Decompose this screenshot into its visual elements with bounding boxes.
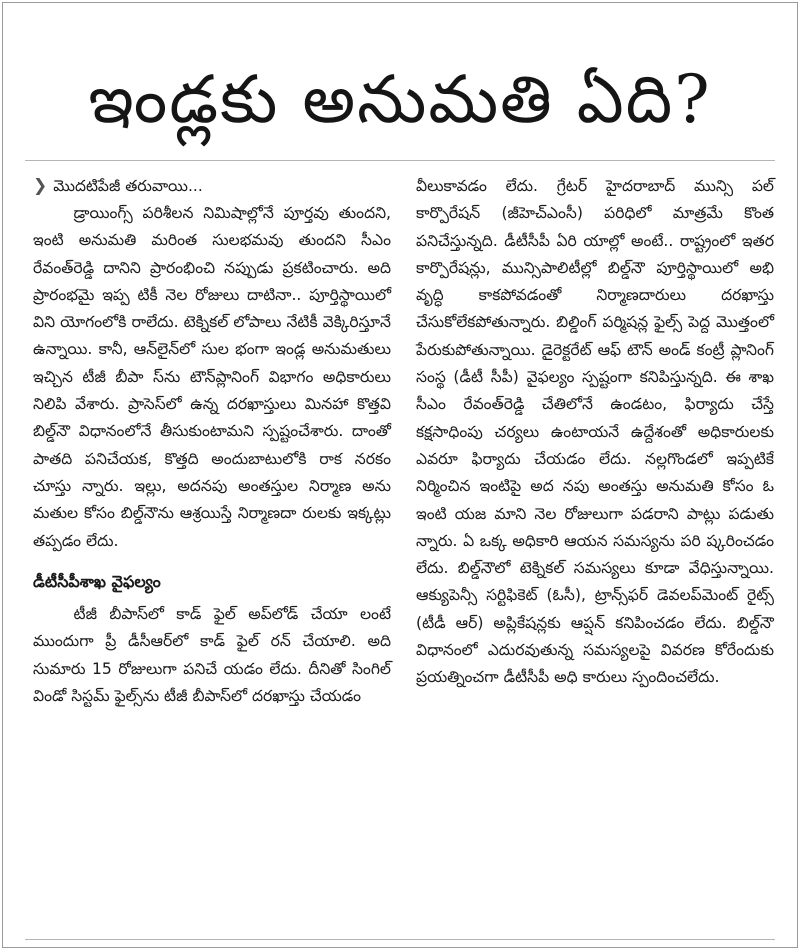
right-column-line: కారులు స్పందించలేదు. <box>582 668 720 687</box>
right-column-line: చేసుకోలేకపోతున్నారు. బిల్డింగ్ పర్మిషన్ల ఫైల్స్ <box>416 313 689 332</box>
left-column-line: తుందని, ఇంటి అనుమతి మరింత సులభమవు <box>33 204 391 250</box>
right-column-line: ఆర్) అప్లికేషన్లకు ఆప్షన్ కనిపించడం లేదు. <box>455 613 737 632</box>
right-column-line: కూడా వేధిస్తున్నాయి. ఆక్యుపెన్సీ సర్టిఫికెట్ <box>416 559 774 605</box>
paragraph-2-continued <box>416 173 774 692</box>
right-column-line: యాల్లో అంటే.. రాష్ట్రంలో ఇతర కార్పొరేషన్లు, <box>416 231 775 277</box>
right-column-line: మున్సిపాలిటీల్లో బిల్డ్‌నౌ పూర్తిస్థాయిలో అభి <box>501 258 774 277</box>
subheading: డీటీసీపీశాఖ వైఫల్యం <box>33 571 161 591</box>
left-column-2-line: ఫైల్స్‌ను టీజీ బీపాస్‌లో దరఖాస్తు చేయడం <box>114 687 361 706</box>
right-column-line: నపు అంతస్తు అనుమతి కోసం ఓ ఇంటి యజ <box>416 477 774 523</box>
left-column-line: స్‌ను టౌన్‌ప్లానింగ్ విభాగం అధికారులు నిలిపి <box>33 367 392 414</box>
article-column-left <box>33 173 391 710</box>
left-column-line: డ్రాయింగ్స్ పరిశీలన నిమిషాల్లోనే పూర్తవు <box>73 204 339 222</box>
paragraph-2 <box>33 601 391 710</box>
right-column-line: చేస్తే కక్షసాధింపు చర్యలు ఉంటాయనే ఉద్దేశంతో <box>416 395 774 441</box>
left-column-line: నప్పుడు ప్రకటించారు. అది ప్రారంభమై ఇప్ప <box>33 258 391 304</box>
left-column-line: న్నారు. ఇల్లు, అదనపు అంతస్తుల నిర్మాణ అను <box>81 476 391 495</box>
article-column-right <box>416 173 774 692</box>
left-column-2-line: చేయాలి. అది సుమారు 15 రోజులుగా పనిచే <box>33 632 392 678</box>
newspaper-clipping <box>2 2 798 948</box>
paragraph-2-lines <box>33 605 391 705</box>
bottom-divider <box>25 939 775 940</box>
chevron-right-icon: ❯ <box>33 176 48 196</box>
paragraph-1 <box>33 200 391 555</box>
right-column-line: వివరణ కోరేందుకు ప్రయత్నించగా డీటీసీపీ అధి <box>416 641 774 687</box>
left-column-line: వేశారు. ప్రాసెస్‌లో ఉన్న దరఖాస్తులు మినహా <box>75 395 357 414</box>
right-column-line: సీపీ) వైఫల్యం స్పష్టంగా కనిపిస్తున్నది. ఈ శాఖ <box>490 368 775 387</box>
right-column-line: పెద్ద మొత్తంలో పేరుకుపోతున్నాయి. డైరెక్టరేట్ <box>416 313 774 359</box>
top-divider <box>25 160 775 161</box>
right-column-line: మాత్రమే కొంత పనిచేస్తున్నది. డీటీసీపీ ఏరి <box>416 204 774 250</box>
left-column-2-line: టీజీ బీపాస్‌లో కాడ్ ఫైల్ అప్‌లోడ్ చేయా <box>73 605 360 624</box>
left-column-line: యోగంలోకి రాలేదు. టెక్నికల్ లోపాలు నేటికీ <box>60 313 323 332</box>
left-column-2-line: యడం లేదు. దీనితో సింగిల్ విండో సిస్టమ్ <box>33 659 391 706</box>
headline: ఇండ్లకు అనుమతి ఏది? <box>88 61 712 138</box>
paragraph-1-lines <box>33 204 391 550</box>
left-column-line: మతుల కోసం బిల్డ్‌నౌను ఆశ్రయిస్తే నిర్మాణదా <box>33 504 303 523</box>
right-column-line: సీఎం రేవంత్‌రెడ్డి చేతిలోనే ఉండటం, ఫిర్యాదు <box>416 395 752 414</box>
right-column-line: అధికారులకు ఎవరూ ఫిర్యాదు చేయడం లేదు. <box>416 422 774 468</box>
left-column-line: తుందని సీఎం రేవంత్‌రెడ్డి దానిని ప్రారంభించి <box>33 231 391 277</box>
paragraph-2-continued-lines <box>416 177 774 686</box>
right-column-line: పల్ కార్పొరేషన్ (జీహెచ్ఎంసీ) పరిధిలో <box>416 177 774 223</box>
left-column-line: కొత్తవి బిల్డ్‌నౌ విధానంలోనే తీసుకుంటామని <box>33 395 391 441</box>
left-column-line: కొత్తది అందుబాటులోకి రాక నరకం చూస్తు <box>33 449 391 495</box>
right-column-line: (ఓసీ), ట్రాన్స్‌ఫర్ డెవలప్‌మెంట్ రైట్స్ (టీడీ <box>416 586 774 632</box>
kicker-label: మొదటిపేజీ తరువాయి... <box>53 177 203 195</box>
right-column-line: ష్కరించడం లేదు. బిల్డ్‌నౌలో టెక్నికల్ సమస్యలు <box>416 531 774 578</box>
left-column-2-line: లంటే ముందుగా ప్రీ డీసీఆర్‌లో కాడ్ ఫైల్ రన్ <box>33 605 391 651</box>
left-column-line: టికీ నెల రోజులు దాటినా.. పూర్తిస్థాయిలో విని <box>33 285 391 332</box>
continued-from-front-page <box>33 173 391 200</box>
right-column-line: ఆఫ్ టౌన్ అండ్ కంట్రీ ప్లానింగ్ సంస్థ (డీటీ <box>416 340 774 387</box>
left-column-line: భంగా ఇండ్ల అనుమతులు ఇచ్చిన టీజీ బీపా <box>33 340 391 386</box>
right-column-line: నల్లగొండలో ఇప్పటికే నిర్మించిన ఇంటిపై అద <box>416 449 774 496</box>
left-column-line: రులకు ఇక్కట్లు తప్పడం లేదు. <box>33 504 391 550</box>
right-column-line: వీలుకావడం లేదు. గ్రేటర్ హైదరాబాద్ మున్సి <box>416 177 752 195</box>
right-column-line: వృద్ధి కాకపోవడంతో నిర్మాణదారులు దరఖాస్తు <box>416 286 774 305</box>
right-column-line: న్నారు. ఏ ఒక్క అధికారి ఆయన సమస్యను పరి <box>416 531 707 550</box>
right-column-line: మాని నెల రోజులుగా పడరాని పాట్లు పడుతు <box>494 504 774 523</box>
right-column-line: బిల్డ్‌నౌ విధానంలో ఎదురవుతున్న సమస్యలపై <box>416 613 774 660</box>
left-column-line: వెక్కిరిస్తూనే ఉన్నాయి. కానీ, ఆన్‌లైన్‌లో సుల <box>33 313 391 359</box>
left-column-line: స్పష్టంచేశారు. దాంతో పాతది పనిచేయక, <box>33 422 392 468</box>
